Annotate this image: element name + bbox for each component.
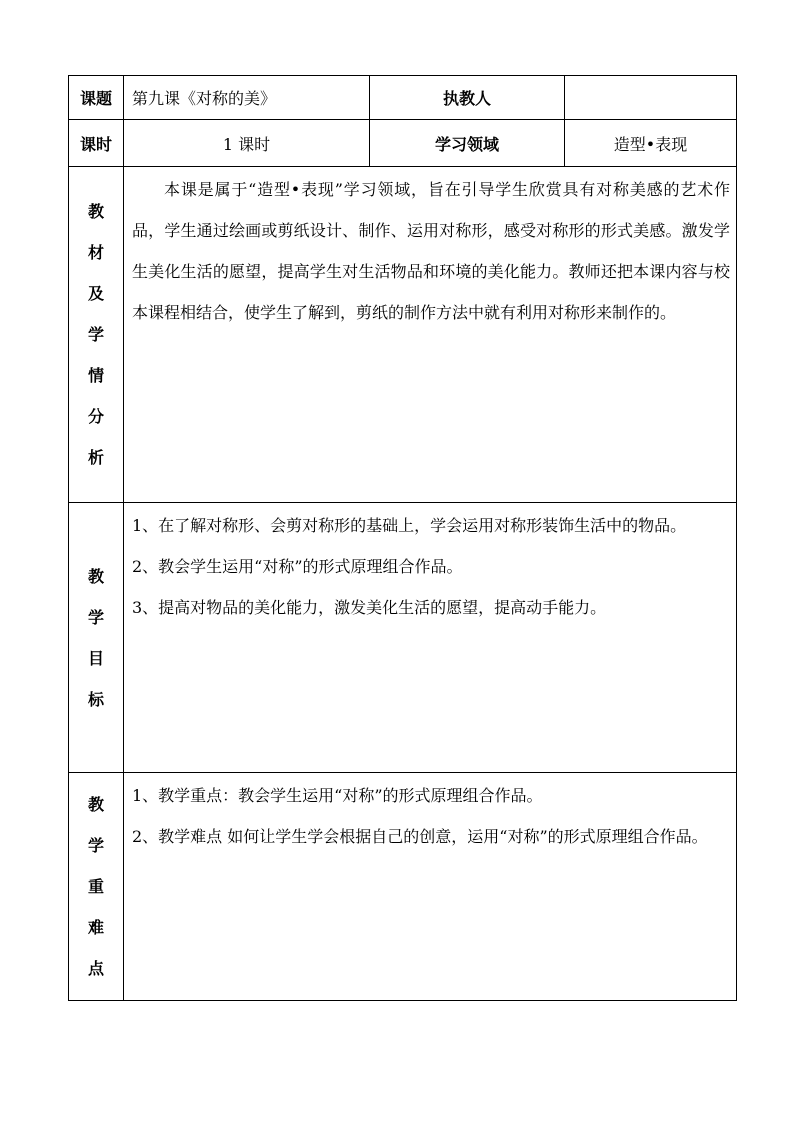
key-points-label-char: 学 [87, 836, 104, 855]
key-points-label [69, 773, 124, 1001]
key-points-label-char: 难 [87, 918, 104, 937]
hours-value: 1 课时 [124, 120, 370, 167]
analysis-label-char: 教 [87, 202, 104, 221]
objective-item: 3、提高对物品的美化能力，激发美化生活的愿望，提高动手能力。 [132, 598, 607, 617]
objectives-content [124, 503, 737, 773]
objectives-label-char: 标 [87, 689, 104, 709]
analysis-content [124, 167, 737, 503]
analysis-label-char: 材 [87, 243, 104, 262]
analysis-label-char: 分 [87, 407, 104, 426]
analysis-label [69, 167, 124, 503]
domain-value: 造型•表现 [565, 120, 737, 167]
analysis-paragraph: 本课是属于“造型•表现”学习领域，旨在引导学生欣赏具有对称美感的艺术作品，学生通过绘画或剪纸设计、制作、运用对称形，感受对称形的形式美感。激发学生美化生活的愿望，提高学生对生活物品和环境的美化能力。教师还把本课内容与校本课程相结合，使学生了解到，剪纸的制作方法中就有利用对称形来制作的。 [132, 180, 730, 322]
objectives-row [69, 503, 737, 773]
objective-item: 2、教会学生运用“对称”的形式原理组合作品。 [132, 557, 463, 576]
topic-value: 第九课《对称的美》 [124, 76, 370, 120]
hours-label: 课时 [69, 120, 124, 167]
objective-item: 1、在了解对称形、会剪对称形的基础上，学会运用对称形装饰生活中的物品。 [132, 516, 687, 535]
analysis-label-char: 学 [87, 325, 104, 344]
objectives-label-char: 目 [87, 648, 104, 668]
key-point-item: 1、教学重点：教会学生运用“对称”的形式原理组合作品。 [132, 786, 543, 805]
analysis-row [69, 167, 737, 503]
objectives-label-char: 教 [87, 566, 104, 586]
key-points-row [69, 773, 737, 1001]
topic-row [69, 76, 737, 120]
analysis-label-char: 及 [87, 284, 104, 303]
key-point-item: 2、教学难点 如何让学生学会根据自己的创意，运用“对称”的形式原理组合作品。 [132, 827, 708, 846]
key-points-content [124, 773, 737, 1001]
key-points-label-char: 教 [87, 795, 104, 814]
hours-row [69, 120, 737, 167]
lesson-plan-table [68, 75, 737, 1001]
domain-label: 学习领域 [370, 120, 565, 167]
teacher-value [565, 76, 737, 120]
analysis-label-char: 析 [87, 448, 104, 467]
objectives-label-char: 学 [87, 607, 104, 627]
topic-label: 课题 [69, 76, 124, 120]
key-points-label-char: 重 [87, 877, 104, 896]
teacher-label: 执教人 [370, 76, 565, 120]
objectives-label [69, 503, 124, 773]
key-points-label-char: 点 [87, 959, 104, 978]
analysis-label-char: 情 [87, 366, 104, 385]
